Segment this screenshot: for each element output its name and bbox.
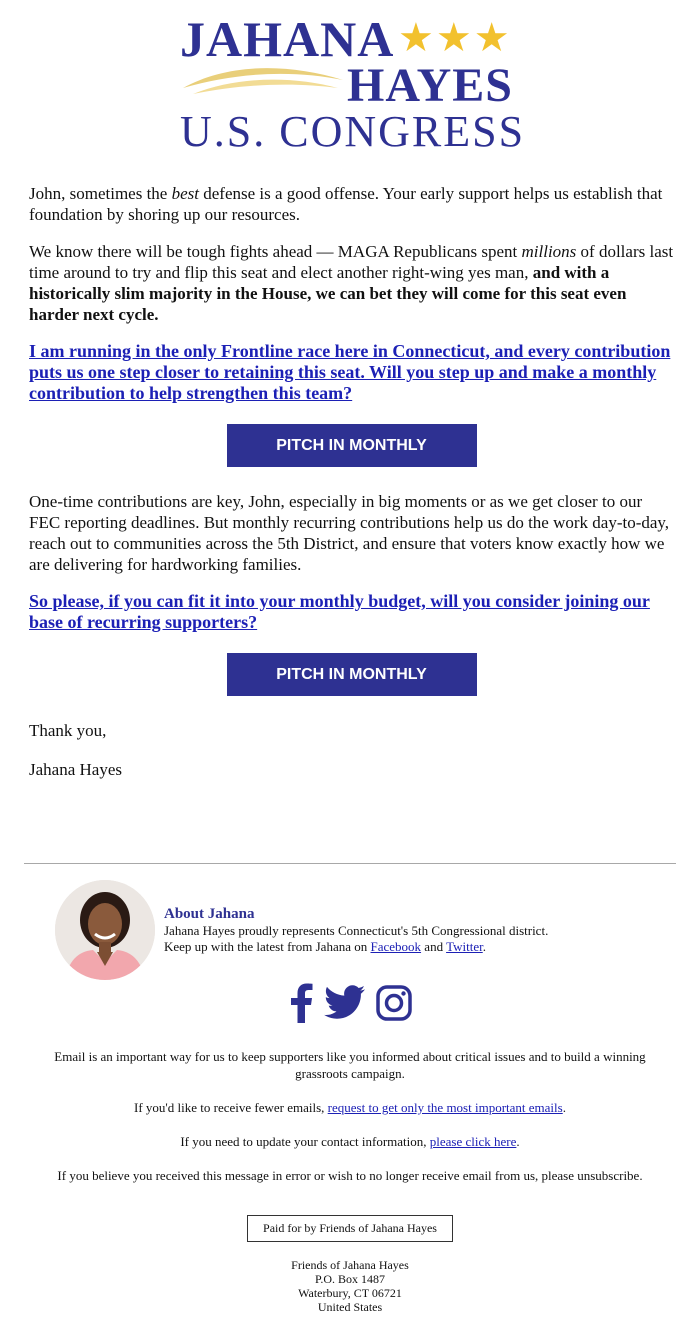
twitter-icon[interactable] <box>324 985 366 1026</box>
address-line-1: Friends of Jahana Hayes <box>291 1258 409 1272</box>
about-title: About Jahana <box>164 906 255 922</box>
pitch-in-monthly-button-1[interactable]: PITCH IN MONTHLY <box>227 424 477 467</box>
signature: Jahana Hayes <box>29 760 122 779</box>
avatar <box>55 880 155 980</box>
campaign-logo <box>0 0 700 165</box>
logo-name-first: JAHANA <box>180 11 395 67</box>
logo-name-last: HAYES <box>347 59 513 112</box>
footer-text <box>40 1048 660 1201</box>
footer-email-importance: Email is an important way for us to keep supporters like you informed about critical issues and to build a winning grassroots campaign. <box>54 1049 646 1081</box>
email-body <box>29 183 674 798</box>
button-row-1 <box>29 424 674 467</box>
logo-swoosh-icon <box>178 58 348 98</box>
button-row-2 <box>29 653 674 696</box>
about-line-2: Keep up with the latest from Jahana on Facebook and Twitter. <box>164 939 486 954</box>
facebook-link[interactable]: Facebook <box>370 939 422 954</box>
paid-for-by-box: Paid for by Friends of Jahana Hayes <box>247 1215 453 1242</box>
twitter-link[interactable]: Twitter <box>446 939 483 954</box>
paragraph-intro: John, sometimes the best defense is a good offense. Your early support helps us establish that foundation by shoring up our resources. <box>29 184 663 224</box>
address-line-2: P.O. Box 1487 <box>314 1272 385 1286</box>
paragraph-one-time: One-time contributions are key, John, especially in big moments or as we get closer to our FEC reporting deadlines. But monthly recurring contributions help us do the work day-to-day, reach out to communities across the 5th District, and ensure that voters know exactly how we are delivering for hardworking families. <box>29 492 670 574</box>
instagram-icon[interactable] <box>376 985 412 1026</box>
update-contact-link[interactable]: please click here <box>429 1134 517 1149</box>
facebook-icon[interactable] <box>288 983 314 1028</box>
footer-unsubscribe: If you believe you received this message in error or wish to no longer receive email from us, please unsubscribe. <box>57 1168 643 1183</box>
about-line-1: Jahana Hayes proudly represents Connecticut's 5th Congressional district. <box>164 923 549 938</box>
address-line-3: Waterbury, CT 06721 <box>298 1286 402 1300</box>
address-line-4: United States <box>317 1300 383 1314</box>
footer-fewer-emails: If you'd like to receive fewer emails, request to get only the most important emails. <box>134 1100 566 1115</box>
recurring-supporters-link[interactable]: So please, if you can fit it into your monthly budget, will you consider joining our base of recurring supporters? <box>29 591 650 632</box>
footer-divider <box>24 863 676 864</box>
closing: Thank you, <box>29 721 107 740</box>
fewer-emails-link[interactable]: request to get only the most important emails <box>327 1100 563 1115</box>
footer-update-contact: If you need to update your contact information, please click here. <box>180 1134 520 1149</box>
paragraph-maga: We know there will be tough fights ahead — MAGA Republicans spent millions of dollars last time around to try and flip this seat and elect another right-wing yes man, and with a historically slim majority in the House, we can bet they will come for this seat even harder next cycle. <box>29 242 674 324</box>
logo-office: U.S. CONGRESS <box>180 107 526 156</box>
mailing-address <box>0 1258 700 1314</box>
social-icons <box>0 983 700 1028</box>
frontline-appeal-link[interactable]: I am running in the only Frontline race here in Connecticut, and every contribution puts us one step closer to retaining this seat. Will you step up and make a monthly contribution to help strengthen this team? <box>29 341 671 403</box>
pitch-in-monthly-button-2[interactable]: PITCH IN MONTHLY <box>227 653 477 696</box>
portrait-icon <box>55 880 155 980</box>
about-section <box>164 905 664 955</box>
logo-stars-icon: ★★★ <box>398 15 512 60</box>
